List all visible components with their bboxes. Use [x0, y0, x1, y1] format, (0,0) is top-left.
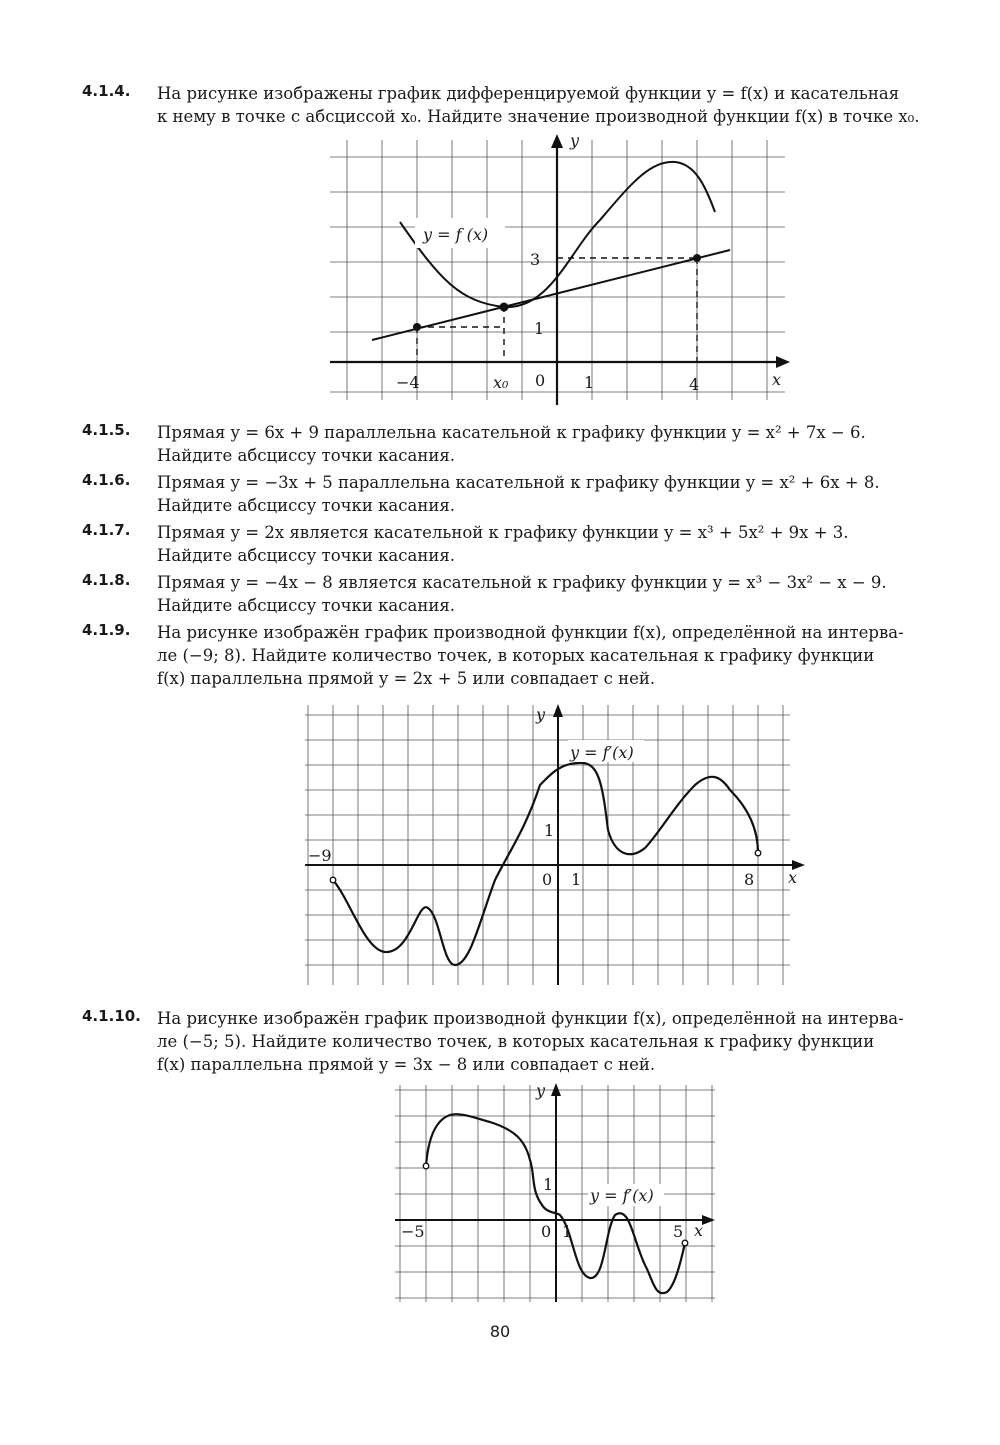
figure-derivative-1: [300, 700, 810, 990]
problem-text: На рисунке изображены график дифференцируемой функции y = f(x) и касательная к нему в точке с абсциссой x₀. Найдите значение производной функции f(x) в точке x₀.: [157, 84, 920, 126]
problem-number: 4.1.4.: [82, 82, 131, 100]
x-arrow-icon: [776, 356, 790, 368]
tangency-point: [500, 303, 509, 312]
x-tick-label: x₀: [493, 373, 509, 392]
open-endpoint-right: [682, 1240, 688, 1246]
x-tick-label: −9: [308, 846, 332, 865]
problem-text: Прямая y = 6x + 9 параллельна касательной к графику функции y = x² + 7x − 6. Найдите абсциссу точки касания.: [157, 423, 866, 465]
open-endpoint-right: [755, 850, 761, 856]
tangent-point-left: [413, 323, 421, 331]
x-tick-label: 1: [584, 373, 595, 392]
y-axis-label: y: [536, 705, 546, 724]
x-tick-label: 1: [562, 1222, 573, 1241]
problem-4-1-8: [82, 571, 962, 617]
y-tick-label: 1: [544, 821, 555, 840]
y-arrow-icon: [553, 704, 563, 717]
curve-label: y = f′(x): [590, 1186, 654, 1205]
y-axis-label: y: [570, 131, 580, 150]
x-tick-label: 0: [535, 371, 546, 390]
y-tick-label: 1: [543, 1175, 554, 1194]
open-endpoint-left: [330, 877, 336, 883]
curve-label: y = f′(x): [570, 743, 634, 762]
problem-number: 4.1.6.: [82, 471, 131, 489]
figure-1-svg: [320, 130, 800, 410]
problem-4-1-10: [82, 1007, 962, 1076]
x-tick-label: 8: [744, 870, 755, 889]
x-tick-label: −5: [401, 1222, 425, 1241]
x-axis-label: x: [788, 868, 798, 887]
figure-function-tangent: [320, 130, 800, 410]
figure-derivative-2: [395, 1080, 725, 1310]
x-tick-label: −4: [396, 373, 420, 392]
problem-4-1-6: [82, 471, 962, 517]
problem-number: 4.1.5.: [82, 421, 131, 439]
problem-text: Прямая y = −3x + 5 параллельна касательной к графику функции y = x² + 6x + 8. Найдите абсциссу точки касания.: [157, 473, 880, 515]
problem-number: 4.1.10.: [82, 1007, 141, 1025]
problem-text: Прямая y = 2x является касательной к графику функции y = x³ + 5x² + 9x + 3. Найдите абсциссу точки касания.: [157, 523, 849, 565]
page-number: 80: [489, 1322, 511, 1341]
y-arrow-icon: [551, 1083, 561, 1096]
x-arrow-icon: [702, 1215, 715, 1225]
curve-label: y = f (x): [423, 225, 489, 244]
problem-4-1-9: [82, 621, 962, 690]
x-tick-label: 0: [541, 1222, 552, 1241]
tangent-line: [372, 250, 730, 340]
problem-text: Прямая y = −4x − 8 является касательной к графику функции y = x³ − 3x² − x − 9. Найдите абсциссу точки касания.: [157, 573, 887, 615]
figure-2-svg: [300, 700, 810, 990]
y-arrow-icon: [551, 134, 563, 148]
problem-4-1-5: [82, 421, 962, 467]
problem-number: 4.1.8.: [82, 571, 131, 589]
problem-number: 4.1.7.: [82, 521, 131, 539]
problem-number: 4.1.9.: [82, 621, 131, 639]
problem-4-1-7: [82, 521, 962, 567]
tangent-point-right: [693, 254, 701, 262]
open-endpoint-left: [423, 1163, 429, 1169]
problem-text: На рисунке изображён график производной функции f(x), определённой на интерва- ле (−5; 5). Найдите количество точек, в которых касательная к графику функции f(x) параллельна прямой y = 3x − 8 или совпадает с ней.: [157, 1009, 904, 1074]
x-axis-label: x: [772, 370, 782, 389]
y-tick-label: 3: [530, 250, 541, 269]
problem-text: На рисунке изображён график производной функции f(x), определённой на интерва- ле (−9; 8). Найдите количество точек, в которых касательная к графику функции f(x) параллельна прямой y = 2x + 5 или совпадает с ней.: [157, 623, 904, 688]
x-tick-label: 1: [571, 870, 582, 889]
derivative-curve: [333, 763, 758, 965]
figure-3-svg: [395, 1080, 725, 1310]
y-tick-label: 1: [534, 319, 545, 338]
x-tick-label: 5: [673, 1222, 684, 1241]
x-tick-label: 4: [689, 375, 700, 394]
x-tick-label: 0: [542, 870, 553, 889]
problem-4-1-4: [82, 82, 962, 128]
x-axis-label: x: [694, 1221, 704, 1240]
y-axis-label: y: [536, 1081, 546, 1100]
